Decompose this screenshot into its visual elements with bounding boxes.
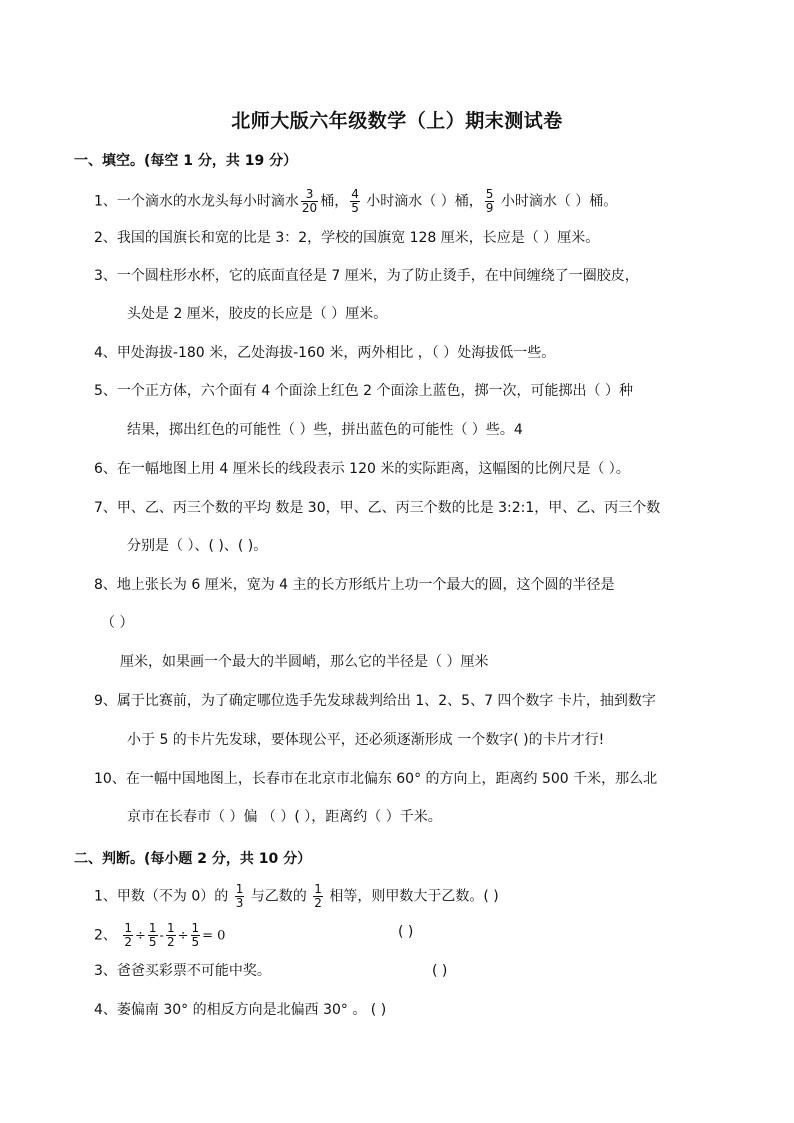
fraction: $\frac{1}{2}$ [314, 882, 322, 910]
judgement-4: 4、萎偏南 30° 的相反方向是北偏西 30° 。 ( ) [94, 1002, 387, 1018]
question-10-continued: 京市在长春市（ ）偏 （ ）( ），距离约（ ）千米。 [127, 809, 442, 825]
question-8: 8、地上张长为 6 厘米，宽为 4 主的长方形纸片上功一个最大的圆，这个圆的半径是 [94, 577, 615, 593]
question-7: 7、甲、乙、丙三个数的平均 数是 30，甲、乙、丙三个数的比是 3:2:1，甲、乙、丙三个数 [94, 500, 661, 516]
question-5: 5、一个正方体，六个面有 4 个面涂上红色 2 个面涂上蓝色，掷一次，可能掷出（ ）种 [94, 383, 633, 399]
answer-parentheses: ( ) [432, 963, 448, 979]
question-text: 小时滴水（ ）桶， [361, 193, 483, 210]
operator: ÷ [177, 928, 189, 944]
fraction: $\frac{1}{2}$ [166, 921, 175, 949]
answer-parentheses: ( ) [398, 924, 414, 940]
fraction: $\frac{1}{5}$ [191, 921, 200, 949]
page-title: 北师大版六年级数学（上）期末测试卷 [231, 110, 563, 132]
equation-result: = 0 [202, 928, 226, 944]
fraction: $\frac{1}{2}$ [124, 921, 132, 949]
question-text: 1、一个滴水的水龙头每小时滴水 [94, 193, 299, 210]
question-10: 10、在一幅中国地图上，长春市在北京市北偏东 60° 的方向上，距离约 500 千米，那么北 [94, 771, 658, 787]
question-3: 3、一个圆柱形水杯，它的底面直径是 7 厘米，为了防止烫手，在中间缠绕了一圈胶皮， [94, 268, 639, 284]
operator: - [159, 928, 164, 944]
judgement-1 [94, 883, 499, 910]
fraction: $\frac{5}{9}$ [485, 187, 494, 215]
question-text: 桶， [320, 193, 349, 210]
section-heading-judgement: 二、判断。(每小题 2 分，共 10 分） [74, 851, 312, 867]
fraction: $\frac{1}{5}$ [148, 921, 157, 949]
fraction: $\frac{4}{5}$ [351, 187, 359, 215]
question-text: 1、甲数（不为 0）的 [94, 888, 233, 905]
question-1 [94, 188, 617, 215]
judgement-3: 3、爸爸买彩票不可能中奖。 [94, 963, 271, 979]
question-4: 4、甲处海拔-180 米，乙处海拔-160 米，两外相比 ，（ ）处海拔低一些。 [94, 345, 556, 361]
question-8-blank: （ ） [101, 615, 134, 631]
question-text: 2、 [94, 927, 122, 944]
question-3-continued: 头处是 2 厘米，胶皮的长应是（ ）厘米。 [127, 306, 388, 322]
question-text: 相等，则甲数大于乙数。( ) [324, 888, 499, 905]
fraction: $\frac{1}{3}$ [235, 882, 244, 910]
question-8-continued: 厘米，如果画一个最大的半圆峭，那么它的半径是（ ）厘米 [120, 654, 489, 670]
question-text: 小时滴水（ ）桶。 [496, 193, 618, 210]
question-2: 2、我国的国旗长和宽的比是 3：2，学校的国旗宽 128 厘米，长应是（ ）厘米。 [94, 230, 600, 246]
question-6: 6、在一幅地图上用 4 厘米长的线段表示 120 米的实际距离，这幅图的比例尺是（ ）。 [94, 461, 630, 477]
judgement-2 [94, 922, 225, 949]
question-9-continued: 小于 5 的卡片先发球，要体现公平，还必须逐渐形成 一个数字( )的卡片才行! [127, 732, 605, 748]
question-9: 9、属于比赛前，为了确定哪位选手先发球裁判给出 1、2、5、7 四个数字 卡片，抽到数字 [94, 693, 656, 709]
operator: ÷ [135, 928, 146, 944]
fraction: $\frac{3}{20}$ [301, 187, 318, 215]
question-text: 与乙数的 [246, 888, 312, 905]
question-7-continued: 分别是（ ）、( )、( )。 [127, 538, 268, 554]
question-5-continued: 结果，掷出红色的可能性（ ）些，拼出蓝色的可能性（ ）些。4 [127, 422, 523, 438]
section-heading-fill-in: 一、填空。(每空 1 分，共 19 分） [74, 153, 298, 169]
